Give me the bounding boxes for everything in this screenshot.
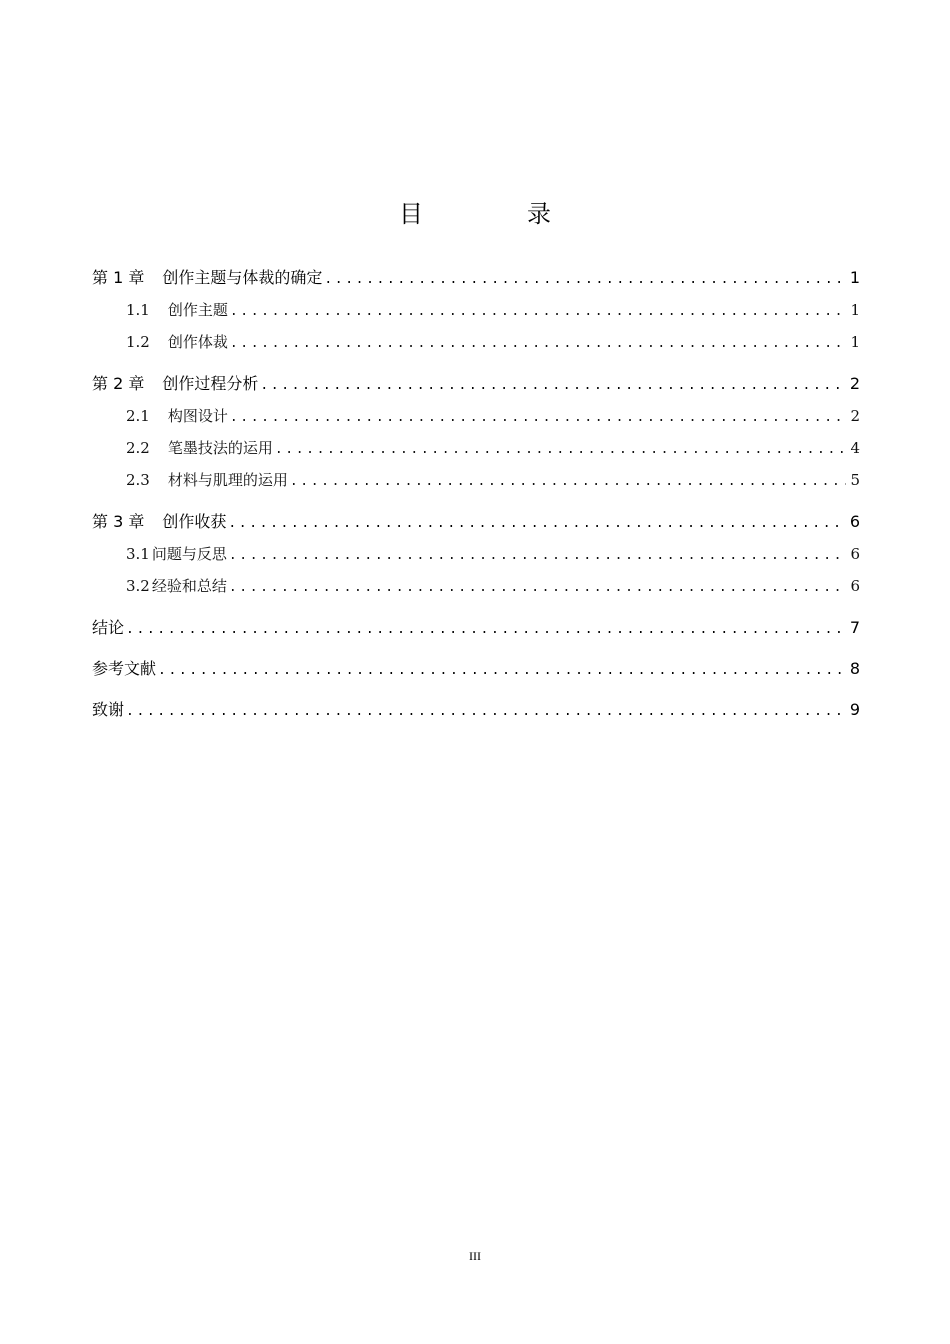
dot-leader [230, 300, 846, 324]
toc-entry-label: 经验和总结 [151, 577, 227, 595]
toc-entry-conclusion[interactable] [92, 616, 860, 640]
dot-leader [290, 470, 846, 494]
toc-entry-page: 7 [849, 618, 860, 637]
toc-entry-label: 创作主题 [167, 301, 228, 319]
toc-entry-page: 1 [850, 333, 860, 351]
dot-leader [158, 659, 846, 683]
toc-entry-label: 创作收获 [162, 512, 227, 531]
toc-entry-page: 8 [849, 659, 860, 678]
toc-entry-number: 2.2 [126, 439, 150, 457]
toc-entry-section-1-2[interactable] [92, 330, 860, 354]
toc-entry-acknowledgements[interactable] [92, 698, 860, 722]
toc-entry-number: 2.3 [126, 471, 150, 489]
toc-entry-page: 9 [849, 700, 860, 719]
dot-leader [275, 438, 846, 462]
toc-entry-number: 2.1 [126, 407, 150, 425]
toc-entry-section-1-1[interactable] [92, 298, 860, 322]
toc-entry-section-2-2[interactable] [92, 436, 860, 460]
toc-entry-label: 创作体裁 [167, 333, 228, 351]
toc-entry-page: 2 [849, 374, 860, 393]
toc-entry-section-2-1[interactable] [92, 404, 860, 428]
toc-entry-number: 1.1 [126, 301, 150, 319]
toc-entry-page: 6 [849, 512, 860, 531]
toc-entry-chapter-3[interactable] [92, 510, 860, 534]
toc-entry-section-3-2[interactable] [92, 574, 860, 598]
dot-leader [230, 332, 846, 356]
toc-entry-label: 参考文献 [92, 659, 157, 678]
toc-entry-page: 2 [850, 407, 860, 425]
page-number-footer: III [469, 1249, 481, 1263]
toc-entry-label: 创作主题与体裁的确定 [162, 268, 323, 287]
toc-entry-references[interactable] [92, 657, 860, 681]
toc-entry-number: 第 3 章 [92, 512, 145, 531]
page-title: 目 录 [399, 200, 591, 228]
toc-entry-number: 3.1 [126, 545, 150, 563]
toc-entry-page: 1 [850, 301, 860, 319]
toc-entry-label: 致谢 [92, 700, 125, 719]
toc-entry-chapter-1[interactable] [92, 266, 860, 290]
toc-entry-number: 1.2 [126, 333, 150, 351]
toc-entry-number: 第 1 章 [92, 268, 145, 287]
toc-entry-number: 3.2 [126, 577, 150, 595]
toc-entry-label: 创作过程分析 [162, 374, 259, 393]
toc-entry-label: 结论 [92, 618, 125, 637]
dot-leader [126, 618, 846, 642]
toc-entry-chapter-2[interactable] [92, 372, 860, 396]
dot-leader [260, 374, 845, 398]
dot-leader [324, 268, 845, 292]
dot-leader [228, 512, 845, 536]
toc-entry-page: 6 [850, 577, 860, 595]
dot-leader [229, 576, 846, 600]
dot-leader [126, 700, 846, 724]
toc-entry-number: 第 2 章 [92, 374, 145, 393]
toc-entry-page: 4 [850, 439, 860, 457]
toc-entry-label: 笔墨技法的运用 [167, 439, 273, 457]
toc-entry-label: 问题与反思 [151, 545, 227, 563]
toc-entry-page: 6 [850, 545, 860, 563]
toc-entry-label: 构图设计 [167, 407, 228, 425]
toc-entry-page: 5 [850, 471, 860, 489]
toc-entry-section-3-1[interactable] [92, 542, 860, 566]
toc-entry-page: 1 [849, 268, 860, 287]
toc-entry-section-2-3[interactable] [92, 468, 860, 492]
dot-leader [230, 406, 846, 430]
dot-leader [229, 544, 846, 568]
toc-entry-label: 材料与肌理的运用 [167, 471, 288, 489]
